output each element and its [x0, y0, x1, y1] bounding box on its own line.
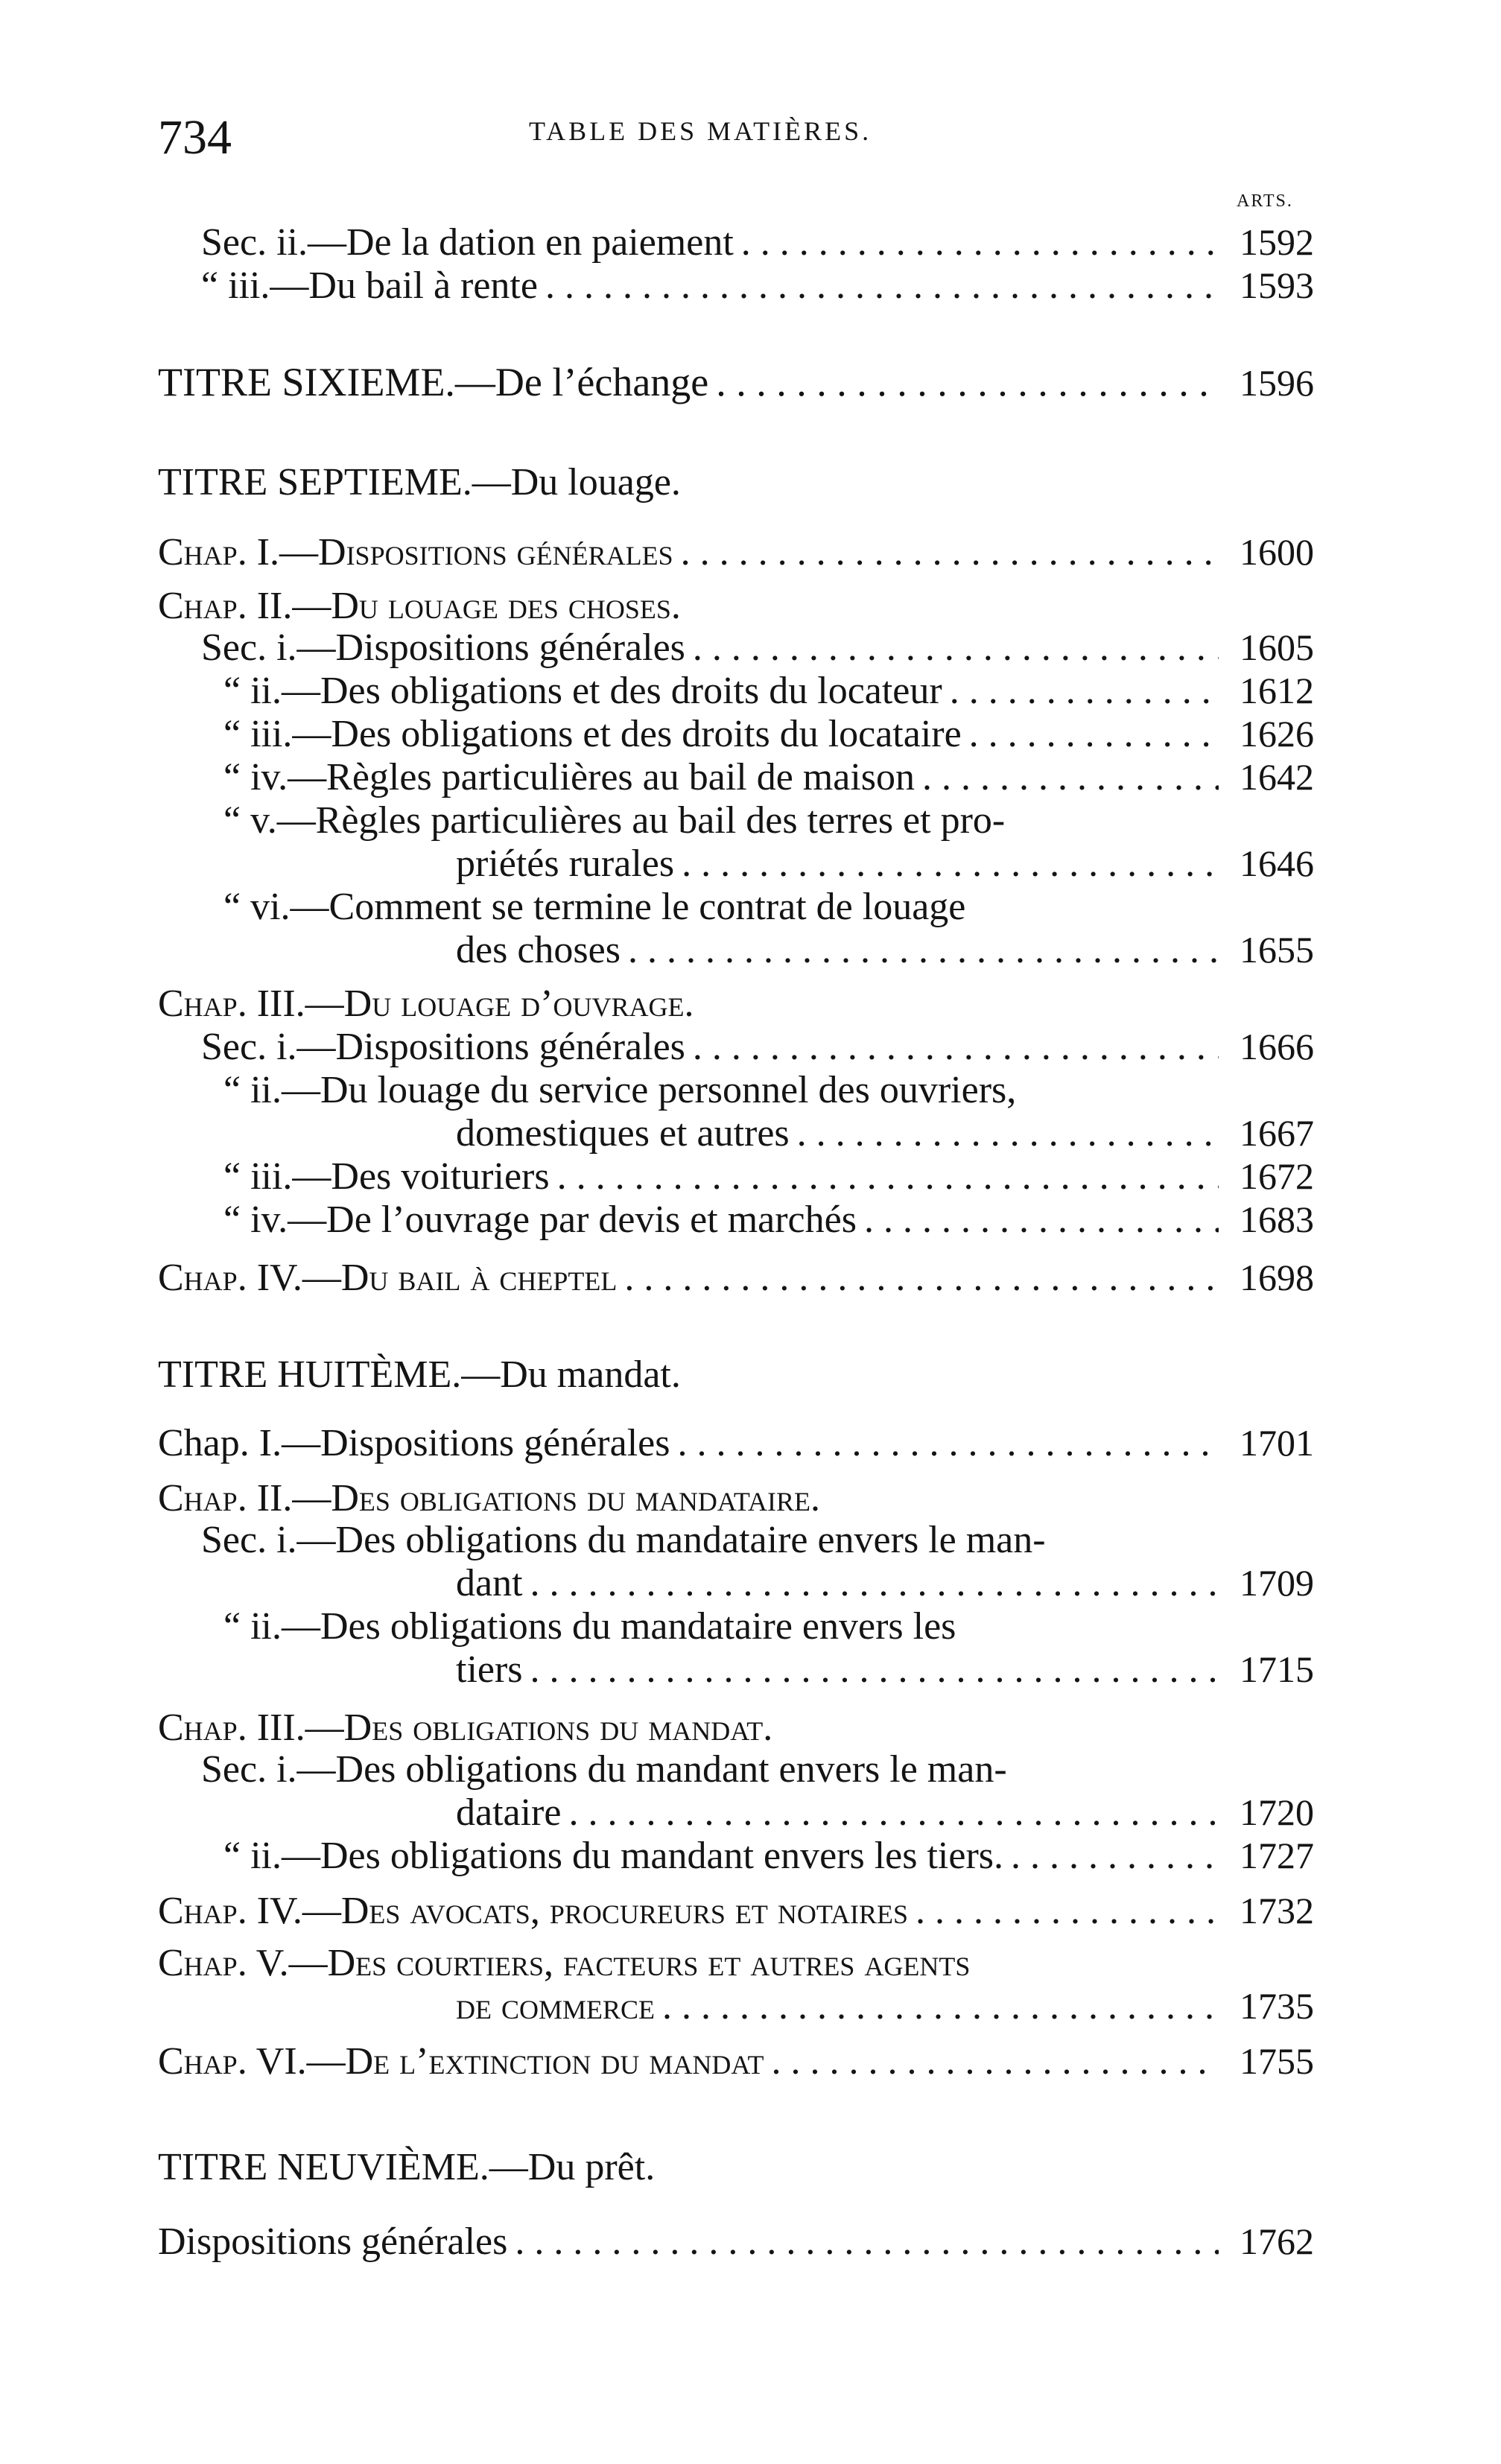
toc-entry	[223, 1155, 1314, 1198]
entry-label: Sec. i.—Dispositions générales	[201, 626, 685, 669]
toc-entry-line: “ v.—Règles particulières au bail des terres et pro-	[223, 799, 1006, 842]
article-number: 1646	[1240, 842, 1314, 884]
toc-entry-continuation	[456, 1987, 1314, 2026]
entry-label: dataire	[456, 1791, 562, 1834]
dot-leader	[557, 1158, 1219, 1196]
entry-label: Chap. I.—Dispositions générales	[158, 531, 673, 574]
toc-entry	[201, 264, 1314, 307]
dot-leader	[530, 1564, 1219, 1603]
article-number: 1755	[1240, 2040, 1314, 2082]
entry-label: Chap. VI.—De l’extinction du mandat	[158, 2040, 764, 2083]
toc-chapter-entry	[158, 2042, 1314, 2081]
toc-chapter-entry	[158, 1892, 1314, 1931]
article-number: 1667	[1240, 1112, 1314, 1154]
dot-leader	[624, 1259, 1219, 1298]
entry-label: “ ii.—Des obligations et des droits du locateur	[223, 670, 942, 712]
article-number: 1715	[1240, 1648, 1314, 1690]
article-number: 1735	[1240, 1985, 1314, 2027]
toc-entry-continuation	[456, 1648, 1314, 1691]
dot-leader	[1011, 1837, 1219, 1876]
article-number: 1626	[1240, 713, 1314, 755]
toc-entry	[158, 2220, 1314, 2263]
entry-label: priétés rurales	[456, 842, 675, 885]
entry-label: TITRE SIXIEME.—De l’échange	[158, 360, 709, 404]
dot-leader	[915, 1892, 1219, 1931]
article-number: 1701	[1240, 1422, 1314, 1464]
article-number: 1762	[1240, 2220, 1314, 2262]
page-number: 734	[158, 110, 232, 165]
article-number: 1672	[1240, 1155, 1314, 1197]
toc-chapter-entry	[158, 533, 1314, 572]
toc-title-heading: TITRE NEUVIÈME.—Du prêt.	[158, 2146, 656, 2188]
toc-entry-line: Sec. i.—Des obligations du mandataire envers le man-	[201, 1519, 1046, 1561]
toc-title-heading: TITRE SEPTIEME.—Du louage.	[158, 461, 681, 504]
toc-chapter-heading: Chap. III.—Des obligations du mandat.	[158, 1706, 773, 1749]
article-number: 1592	[1240, 221, 1314, 263]
entry-label: “ iv.—De l’ouvrage par devis et marchés	[223, 1198, 857, 1241]
toc-entry-continuation	[456, 842, 1314, 885]
toc-title-heading: TITRE HUITÈME.—Du mandat.	[158, 1353, 681, 1396]
article-number: 1727	[1240, 1835, 1314, 1876]
article-number: 1720	[1240, 1791, 1314, 1833]
article-number: 1666	[1240, 1026, 1314, 1067]
dot-leader	[693, 629, 1219, 667]
running-head: TABLE DES MATIÈRES.	[529, 116, 872, 146]
entry-label: “ iii.—Des obligations et des droits du locataire	[223, 713, 962, 755]
dot-leader	[677, 1424, 1219, 1463]
toc-entry	[223, 672, 1314, 711]
article-number: 1655	[1240, 929, 1314, 971]
toc-entry-line: Sec. i.—Des obligations du mandant envers le man-	[201, 1748, 1007, 1791]
dot-leader	[662, 1987, 1219, 2026]
toc-chapter-heading: Chap. V.—Des courtiers, facteurs et autres agents	[158, 1942, 971, 1984]
article-number: 1612	[1240, 670, 1314, 711]
article-number: 1605	[1240, 626, 1314, 668]
dot-leader	[771, 2042, 1219, 2081]
dot-leader	[969, 715, 1219, 754]
entry-label: domestiques et autres	[456, 1112, 790, 1155]
toc-chapter-entry	[158, 1424, 1314, 1463]
articles-column-label: ARTS.	[1237, 191, 1293, 211]
toc-entry	[223, 1198, 1314, 1241]
dot-leader	[682, 845, 1219, 883]
article-number: 1600	[1240, 531, 1314, 573]
article-number: 1642	[1240, 756, 1314, 798]
dot-leader	[693, 1028, 1219, 1067]
article-number: 1683	[1240, 1198, 1314, 1240]
toc-title-entry	[158, 362, 1314, 402]
toc-entry	[223, 715, 1314, 754]
dot-leader	[568, 1794, 1219, 1832]
toc-entry-line: “ ii.—Des obligations du mandataire envers les	[223, 1605, 956, 1648]
entry-label: “ ii.—Des obligations du mandant envers les tiers.	[223, 1835, 1004, 1877]
entry-label: des choses	[456, 929, 621, 971]
toc-entry	[223, 1837, 1314, 1876]
entry-label: de commerce	[456, 1985, 656, 2028]
dot-leader	[716, 362, 1219, 402]
toc-chapter-entry	[158, 1259, 1314, 1298]
toc-entry-continuation	[456, 1791, 1314, 1834]
dot-leader	[530, 1651, 1219, 1689]
dot-leader	[681, 533, 1219, 572]
entry-label: “ iv.—Règles particulières au bail de maison	[223, 756, 915, 798]
article-number: 1709	[1240, 1562, 1314, 1604]
dot-leader	[797, 1114, 1219, 1153]
dot-leader	[864, 1201, 1219, 1239]
toc-entry-line: “ ii.—Du louage du service personnel des ouvriers,	[223, 1069, 1017, 1111]
dot-leader	[515, 2223, 1219, 2261]
entry-label: Sec. ii.—De la dation en paiement	[201, 221, 734, 264]
entry-label: tiers	[456, 1648, 523, 1691]
dot-leader	[950, 672, 1219, 711]
toc-chapter-heading: Chap. III.—Du louage d’ouvrage.	[158, 982, 694, 1025]
toc-entry	[201, 1028, 1314, 1067]
toc-entry-line: “ vi.—Comment se termine le contrat de louage	[223, 886, 966, 928]
dot-leader	[628, 931, 1219, 970]
toc-chapter-heading: Chap. II.—Du louage des choses.	[158, 585, 681, 627]
toc-entry	[223, 758, 1314, 797]
toc-entry-continuation	[456, 931, 1314, 970]
entry-label: “ iii.—Des voituriers	[223, 1155, 550, 1198]
entry-label: Sec. i.—Dispositions générales	[201, 1026, 685, 1068]
dot-leader	[545, 267, 1219, 305]
article-number: 1593	[1240, 264, 1314, 306]
dot-leader	[741, 223, 1219, 262]
entry-label: dant	[456, 1562, 523, 1604]
entry-label: “ iii.—Du bail à rente	[201, 264, 538, 307]
toc-entry-continuation	[456, 1114, 1314, 1153]
toc-entry	[201, 223, 1314, 262]
toc-entry	[201, 626, 1314, 669]
dot-leader	[922, 758, 1219, 797]
article-number: 1732	[1240, 1890, 1314, 1931]
entry-label: Chap. IV.—Des avocats, procureurs et notaires	[158, 1890, 908, 1932]
entry-label: Chap. IV.—Du bail à cheptel	[158, 1257, 618, 1299]
article-number: 1698	[1240, 1257, 1314, 1298]
entry-label: Dispositions générales	[158, 2220, 508, 2263]
toc-entry-continuation	[456, 1564, 1314, 1603]
toc-chapter-heading: Chap. II.—Des obligations du mandataire.	[158, 1477, 820, 1520]
entry-label: Chap. I.—Dispositions générales	[158, 1422, 670, 1464]
article-number: 1596	[1240, 362, 1314, 404]
